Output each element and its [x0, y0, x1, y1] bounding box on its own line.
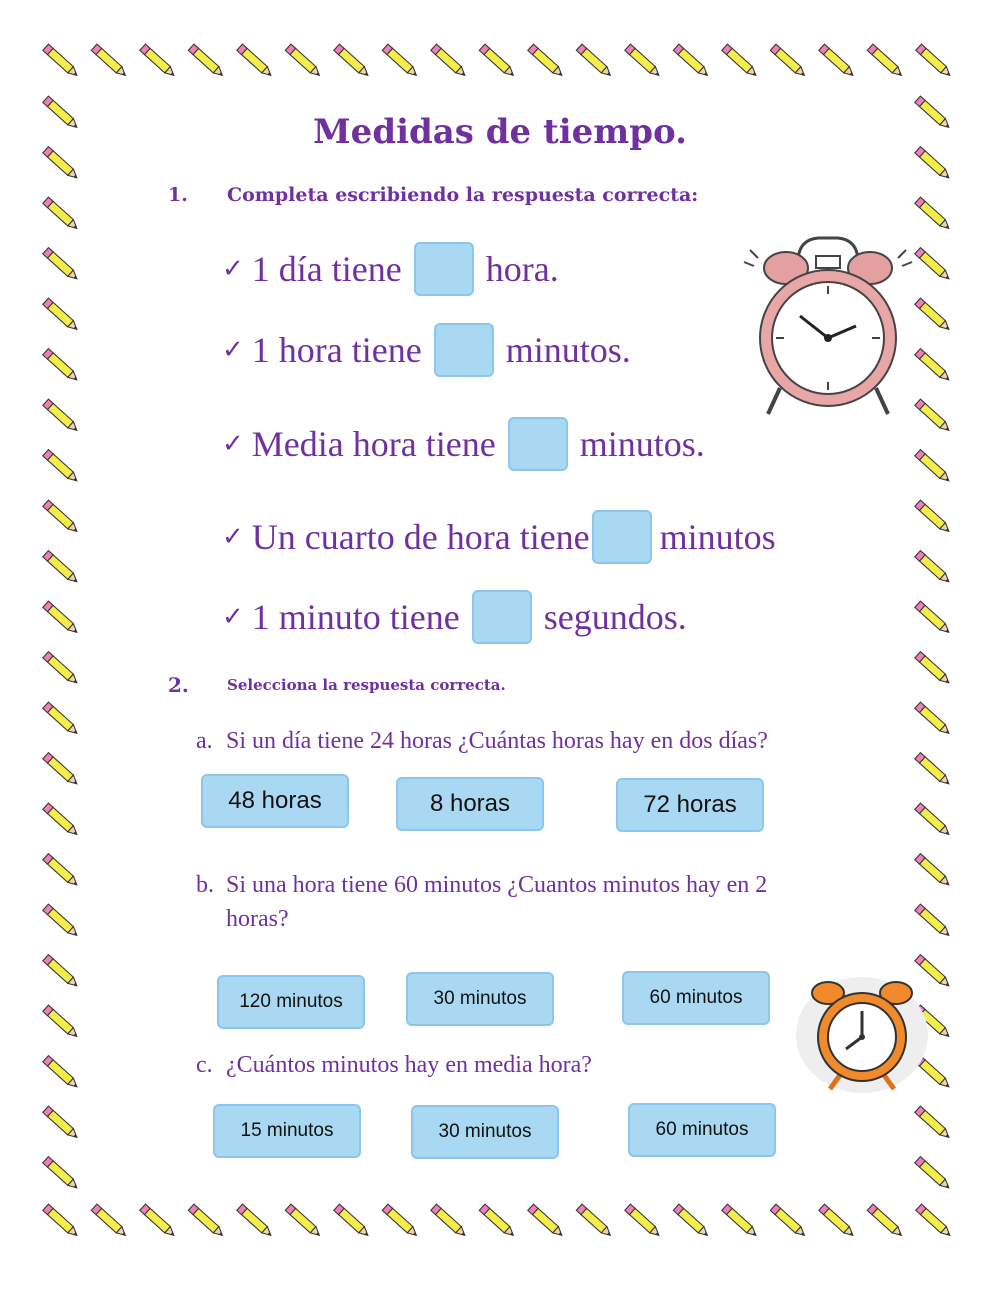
pencil-icon — [285, 1204, 322, 1238]
pencil-icon — [625, 1204, 662, 1238]
pencil-icon — [43, 500, 80, 534]
fill-line-1-after: hora. — [485, 249, 559, 289]
pencil-icon — [43, 702, 80, 736]
pencil-icon — [334, 1204, 371, 1238]
fill-line-2-before: 1 hora tiene — [251, 330, 422, 370]
answer-box-5[interactable] — [472, 590, 532, 644]
pencil-icon — [479, 1204, 516, 1238]
pencil-icon — [43, 1005, 80, 1039]
answer-box-3[interactable] — [508, 417, 568, 471]
pencil-icon — [43, 197, 80, 231]
pencil-icon — [915, 399, 952, 433]
question-b-letter: b. — [196, 872, 214, 898]
pencil-icon — [673, 1204, 710, 1238]
pencil-icon — [188, 44, 225, 78]
answer-box-1[interactable] — [414, 242, 474, 296]
pencil-icon — [722, 1204, 759, 1238]
fill-line-4-before: Un cuarto de hora tiene — [251, 517, 590, 557]
pencil-icon — [867, 1204, 904, 1238]
pencil-icon — [140, 1204, 177, 1238]
question-c-text: ¿Cuántos minutos hay en media hora? — [226, 1052, 592, 1078]
check-icon: ✓ — [222, 335, 244, 365]
option-b-1[interactable]: 120 minutos — [217, 975, 365, 1029]
pencil-icon — [43, 1157, 80, 1191]
pencil-icon — [915, 854, 952, 888]
pencil-icon — [867, 44, 904, 78]
pencil-icon — [43, 955, 80, 989]
pencil-icon — [915, 551, 952, 585]
fill-line-3-before: Media hora tiene — [251, 424, 496, 464]
check-icon: ✓ — [222, 254, 244, 284]
pencil-icon — [43, 803, 80, 837]
fill-line-3-after: minutos. — [579, 424, 705, 464]
pencil-icon — [576, 1204, 613, 1238]
pencil-icon — [915, 298, 952, 332]
fill-line-3 — [222, 417, 705, 471]
pencil-icon — [43, 44, 80, 78]
pencil-icon — [237, 44, 274, 78]
pencil-icon — [431, 44, 468, 78]
pencil-icon — [819, 44, 856, 78]
question-a — [196, 728, 768, 755]
pencil-icon — [915, 904, 952, 938]
pencil-icon — [43, 298, 80, 332]
pencil-icon — [334, 44, 371, 78]
pencil-icon — [43, 904, 80, 938]
pencil-icon — [915, 500, 952, 534]
pencil-icon — [43, 399, 80, 433]
pencil-icon — [673, 44, 710, 78]
pencil-icon — [722, 44, 759, 78]
pencil-icon — [915, 1106, 952, 1140]
question-b-continued: horas? — [226, 906, 289, 932]
fill-line-5-after: segundos. — [543, 597, 687, 637]
fill-line-1 — [222, 242, 559, 296]
check-icon: ✓ — [222, 522, 244, 552]
pencil-icon — [43, 1204, 80, 1238]
question-b-text: Si una hora tiene 60 minutos ¿Cuantos minutos hay en 2 — [226, 872, 768, 898]
option-a-3[interactable]: 72 horas — [616, 778, 764, 832]
question-a-text: Si un día tiene 24 horas ¿Cuántas horas hay en dos días? — [226, 728, 768, 754]
pencil-icon — [285, 44, 322, 78]
pencil-icon — [479, 44, 516, 78]
pencil-icon — [915, 349, 952, 383]
pencil-icon — [43, 1056, 80, 1090]
pencil-icon — [576, 44, 613, 78]
pencil-icon — [43, 753, 80, 787]
pencil-icon — [916, 44, 953, 78]
pencil-icon — [43, 551, 80, 585]
fill-line-5 — [222, 590, 687, 644]
pencil-icon — [91, 1204, 128, 1238]
question-a-letter: a. — [196, 728, 213, 754]
page-title: Medidas de tiempo. — [313, 112, 687, 152]
pencil-icon — [43, 248, 80, 282]
pencil-icon — [43, 854, 80, 888]
check-icon: ✓ — [222, 602, 244, 632]
pencil-icon — [188, 1204, 225, 1238]
pencil-icon — [43, 1106, 80, 1140]
pencil-icon — [43, 652, 80, 686]
pencil-icon — [915, 702, 952, 736]
check-icon: ✓ — [222, 429, 244, 459]
pencil-icon — [915, 450, 952, 484]
section-2-number: 2. — [168, 673, 189, 697]
pencil-icon — [915, 197, 952, 231]
question-c — [196, 1052, 592, 1079]
option-b-3[interactable]: 60 minutos — [622, 971, 770, 1025]
fill-line-4 — [222, 510, 776, 564]
pencil-icon — [382, 44, 419, 78]
fill-line-4-after: minutos — [659, 517, 776, 557]
pencil-icon — [819, 1204, 856, 1238]
section-2-title: Selecciona la respuesta correcta. — [227, 676, 506, 694]
fill-line-1-before: 1 día tiene — [251, 249, 402, 289]
answer-box-2[interactable] — [434, 323, 494, 377]
pencil-icon — [915, 652, 952, 686]
pencil-icon — [770, 44, 807, 78]
pencil-icon — [91, 44, 128, 78]
section-1-title: Completa escribiendo la respuesta correcta: — [227, 184, 699, 206]
fill-line-5-before: 1 minuto tiene — [251, 597, 460, 637]
pencil-icon — [915, 248, 952, 282]
pencil-icon — [915, 1157, 952, 1191]
pencil-icon — [382, 1204, 419, 1238]
option-c-1[interactable]: 15 minutos — [213, 1104, 361, 1158]
pencil-icon — [237, 1204, 274, 1238]
section-1-number: 1. — [168, 184, 188, 206]
option-b-2[interactable]: 30 minutos — [406, 972, 554, 1026]
alarm-clock-icon — [738, 228, 918, 423]
fill-line-2 — [222, 323, 631, 377]
pencil-icon — [915, 803, 952, 837]
option-a-1[interactable]: 48 horas — [201, 774, 349, 828]
pencil-icon — [431, 1204, 468, 1238]
question-b — [196, 872, 767, 899]
pencil-icon — [43, 349, 80, 383]
pencil-icon — [43, 450, 80, 484]
option-c-2[interactable]: 30 minutos — [411, 1105, 559, 1159]
alarm-clock-icon — [790, 965, 935, 1095]
pencil-icon — [915, 753, 952, 787]
fill-line-2-after: minutos. — [505, 330, 631, 370]
option-a-2[interactable]: 8 horas — [396, 777, 544, 831]
pencil-icon — [770, 1204, 807, 1238]
pencil-icon — [916, 1204, 953, 1238]
pencil-icon — [915, 601, 952, 635]
answer-box-4[interactable] — [592, 510, 652, 564]
pencil-icon — [43, 601, 80, 635]
pencil-icon — [140, 44, 177, 78]
pencil-icon — [528, 44, 565, 78]
pencil-icon — [625, 44, 662, 78]
question-c-letter: c. — [196, 1052, 213, 1078]
pencil-icon — [528, 1204, 565, 1238]
option-c-3[interactable]: 60 minutos — [628, 1103, 776, 1157]
